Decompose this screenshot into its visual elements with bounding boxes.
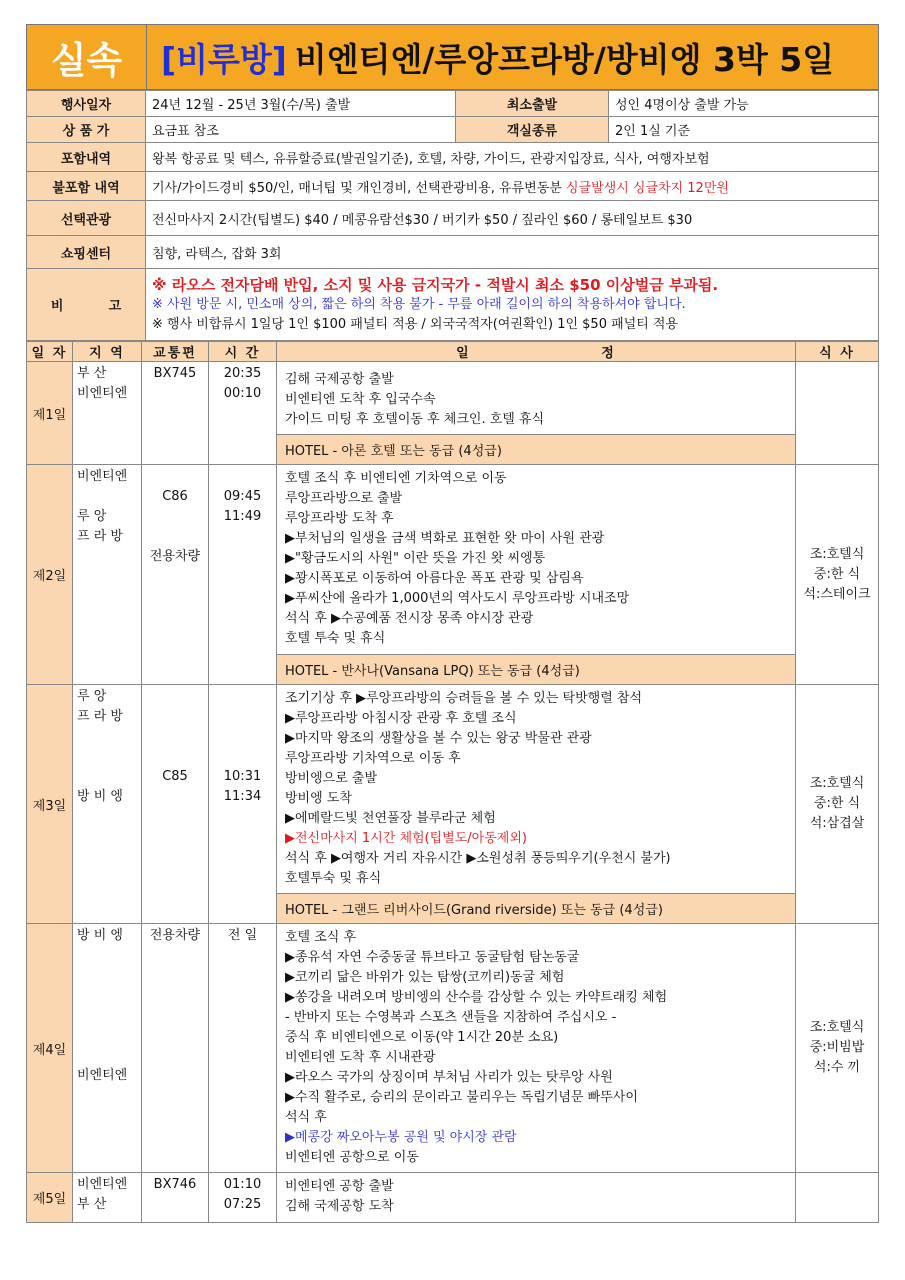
plan-line: ▶부처님의 일생을 금색 벽화로 표현한 왓 마이 사원 관광 [285,531,605,546]
col-day: 일 자 [27,342,73,362]
day-5-plan [277,1173,796,1223]
room-type-label: 객실종류 [456,117,609,143]
included-label: 포함내역 [27,143,146,172]
plan-line: ▶코끼리 닮은 바위가 있는 탐쌍(코끼리)동굴 체험 [285,970,565,985]
day-3-hotel: HOTEL - 그랜드 리버사이드(Grand riverside) 또는 동급 (4성급) [277,894,796,924]
schedule-table [26,341,879,1223]
plan-line: 호텔 투숙 및 휴식 [285,631,386,646]
route-tag: [비루방] [161,39,287,79]
plan-line: ▶라오스 국가의 상징이며 부처님 사리가 있는 탓루앙 사원 [285,1070,613,1085]
plan-line: 비엔티엔 공항 출발 [285,1179,394,1194]
col-time: 시 간 [209,342,277,362]
plan-line: ▶푸씨산에 올라가 1,000년의 역사도시 루앙프라방 시내조망 [285,591,630,606]
day-3-meal: 조:호텔식 중:한 식 석:삼겹살 [796,685,879,924]
optional-tour-value: 전신마사지 2시간(팁별도) $40 / 메콩유람선$30 / 버기카 $50 / 짚라인 $60 / 롱테일보트 $30 [146,201,879,236]
day-2-time: 09:45 11:49 [209,465,277,685]
day-2-meal: 조:호텔식 중:한 식 석:스테이크 [796,465,879,685]
info-table [26,90,879,341]
day-1-label: 제1일 [27,362,73,465]
day-4-meal: 조:호텔식 중:비빔밥 석:수 끼 [796,924,879,1173]
plan-line: 호텔투숙 및 휴식 [285,871,382,886]
min-departure-label: 최소출발 [456,91,609,117]
col-transport: 교통편 [142,342,209,362]
day-4-label: 제4일 [27,924,73,1173]
plan-line: 호텔 조식 후 비엔티엔 기차역으로 이동 [285,471,507,486]
plan-line: 조기기상 후 ▶루앙프라방의 승려들을 볼 수 있는 탁밧행렬 참석 [285,691,643,706]
price-value: 요금표 참조 [146,117,456,143]
plan-line: ▶메콩강 짜오아누봉 공원 및 야시장 관람 [285,1130,517,1145]
price-label: 상 품 가 [27,117,146,143]
remark-dress: ※ 사원 방문 시, 민소매 상의, 짧은 하의 착용 불가 - 무릎 아래 길이의 하의 착용하셔야 합니다. [152,296,686,312]
day-4-place: 방 비 엥 비엔티엔 [73,924,142,1173]
day-4-plan [277,924,796,1173]
day-3-plan [277,685,796,894]
day-1-hotel: HOTEL - 아론 호텔 또는 동급 (4성급) [277,435,796,465]
day-1-meal [796,362,879,465]
remark-cell [146,269,879,341]
plan-line: 김해 국제공항 도착 [285,1199,394,1214]
plan-line: ▶전신마사지 1시간 체험(팁별도/아동제외) [285,831,527,846]
period-value: 24년 12월 - 25년 3월(수/목) 출발 [146,91,456,117]
plan-line: ▶에메랄드빛 천연풀장 블루라군 체험 [285,811,496,826]
plan-line: 방비엥 도착 [285,791,352,806]
plan-line: 비엔티엔 도착 후 시내관광 [285,1050,436,1065]
day-2-hotel: HOTEL - 반사나(Vansana LPQ) 또는 동급 (4성급) [277,655,796,685]
day-2-transport: C86 전용차량 [142,465,209,685]
excluded-cell [146,172,879,201]
col-plan: 일 정 [277,342,796,362]
plan-line: ▶종유석 자연 수중동굴 튜브타고 동굴탐험 탐논동굴 [285,950,580,965]
plan-line: 비엔티엔 공항으로 이동 [285,1150,419,1165]
title-bar [26,24,879,90]
day-3-transport: C85 [142,685,209,924]
economy-badge: 실속 [27,25,147,89]
plan-line: 석식 후 ▶여행자 거리 자유시간 ▶소원성취 풍등띄우기(우천시 불가) [285,851,671,866]
plan-line: ▶꽝시폭포로 이동하여 아름다운 폭포 관광 및 삼림욕 [285,571,584,586]
plan-line: 석식 후 [285,1110,327,1125]
day-2-place: 비엔티엔 루 앙 프 라 방 [73,465,142,685]
plan-line: 방비엥으로 출발 [285,771,378,786]
plan-line: 루앙프라방 도착 후 [285,511,394,526]
plan-line: ▶마지막 왕조의 생활상을 볼 수 있는 왕궁 박물관 관광 [285,731,592,746]
shopping-value: 침향, 라텍스, 잡화 3회 [146,236,879,269]
plan-line: ▶"황금도시의 사원" 이란 뜻을 가진 왓 씨엥통 [285,551,546,566]
day-1-time: 20:35 00:10 [209,362,277,465]
day-5-transport: BX746 [142,1173,209,1223]
remark-label: 비 고 [27,269,146,341]
day-4-time: 전 일 [209,924,277,1173]
plan-line: 비엔티엔 도착 후 입국수속 [285,392,436,407]
itinerary-sheet [26,24,879,1223]
remark-ecig: ※ 라오스 전자담배 반입, 소지 및 사용 금지국가 - 적발시 최소 $50 이상벌금 부과됨. [152,275,719,294]
excluded-value: 기사/가이드경비 $50/인, 매너팁 및 개인경비, 선택관광비용, 유류변동분 [152,180,562,196]
excluded-label: 불포함 내역 [27,172,146,201]
day-3-place: 루 앙 프 라 방 방 비 엥 [73,685,142,924]
day-5-label: 제5일 [27,1173,73,1223]
day-1-plan [277,362,796,435]
page-title [147,25,878,89]
plan-line: - 반바지 또는 수영복과 스포츠 샌들을 지참하여 주십시오 - [285,1010,617,1025]
plan-line: ▶루앙프라방 아침시장 관광 후 호텔 조식 [285,711,517,726]
day-3-time: 10:31 11:34 [209,685,277,924]
single-charge-note: 싱글발생시 싱글차지 12만원 [565,180,729,196]
day-5-meal [796,1173,879,1223]
day-5-place: 비엔티엔 부 산 [73,1173,142,1223]
plan-line: ▶쏭강을 내려오며 방비엥의 산수를 감상할 수 있는 카약트래킹 체험 [285,990,668,1005]
col-place: 지 역 [73,342,142,362]
min-departure-value: 성인 4명이상 출발 가능 [609,91,879,117]
shopping-label: 쇼핑센터 [27,236,146,269]
day-5-time: 01:10 07:25 [209,1173,277,1223]
plan-line: 호텔 조식 후 [285,930,357,945]
plan-line: 가이드 미팅 후 호텔이동 후 체크인. 호텔 휴식 [285,412,545,427]
day-3-label: 제3일 [27,685,73,924]
day-1-transport: BX745 [142,362,209,465]
period-label: 행사일자 [27,91,146,117]
plan-line: 중식 후 비엔티엔으로 이동(약 1시간 20분 소요) [285,1030,559,1045]
plan-line: 루앙프라방 기차역으로 이동 후 [285,751,461,766]
plan-line: ▶수직 활주로, 승리의 문이라고 불리우는 독립기념문 빠뚜사이 [285,1090,638,1105]
plan-line: 석식 후 ▶수공예품 전시장 몽족 야시장 관광 [285,611,534,626]
tour-name: 비엔티엔/루앙프라방/방비엥 3박 5일 [294,39,835,79]
optional-tour-label: 선택관광 [27,201,146,236]
col-meal: 식 사 [796,342,879,362]
day-4-transport: 전용차량 [142,924,209,1173]
plan-line: 김해 국제공항 출발 [285,372,394,387]
plan-line: 루앙프라방으로 출발 [285,491,403,506]
day-2-label: 제2일 [27,465,73,685]
remark-penalty: ※ 행사 비합류시 1일당 1인 $100 패널티 적용 / 외국국적자(여권확인) 1인 $50 패널티 적용 [152,316,679,332]
day-1-place: 부 산 비엔티엔 [73,362,142,465]
included-value: 왕복 항공료 및 텍스, 유류할증료(발권일기준), 호텔, 차량, 가이드, 관광지입장료, 식사, 여행자보험 [146,143,879,172]
day-2-plan [277,465,796,655]
room-type-value: 2인 1실 기준 [609,117,879,143]
